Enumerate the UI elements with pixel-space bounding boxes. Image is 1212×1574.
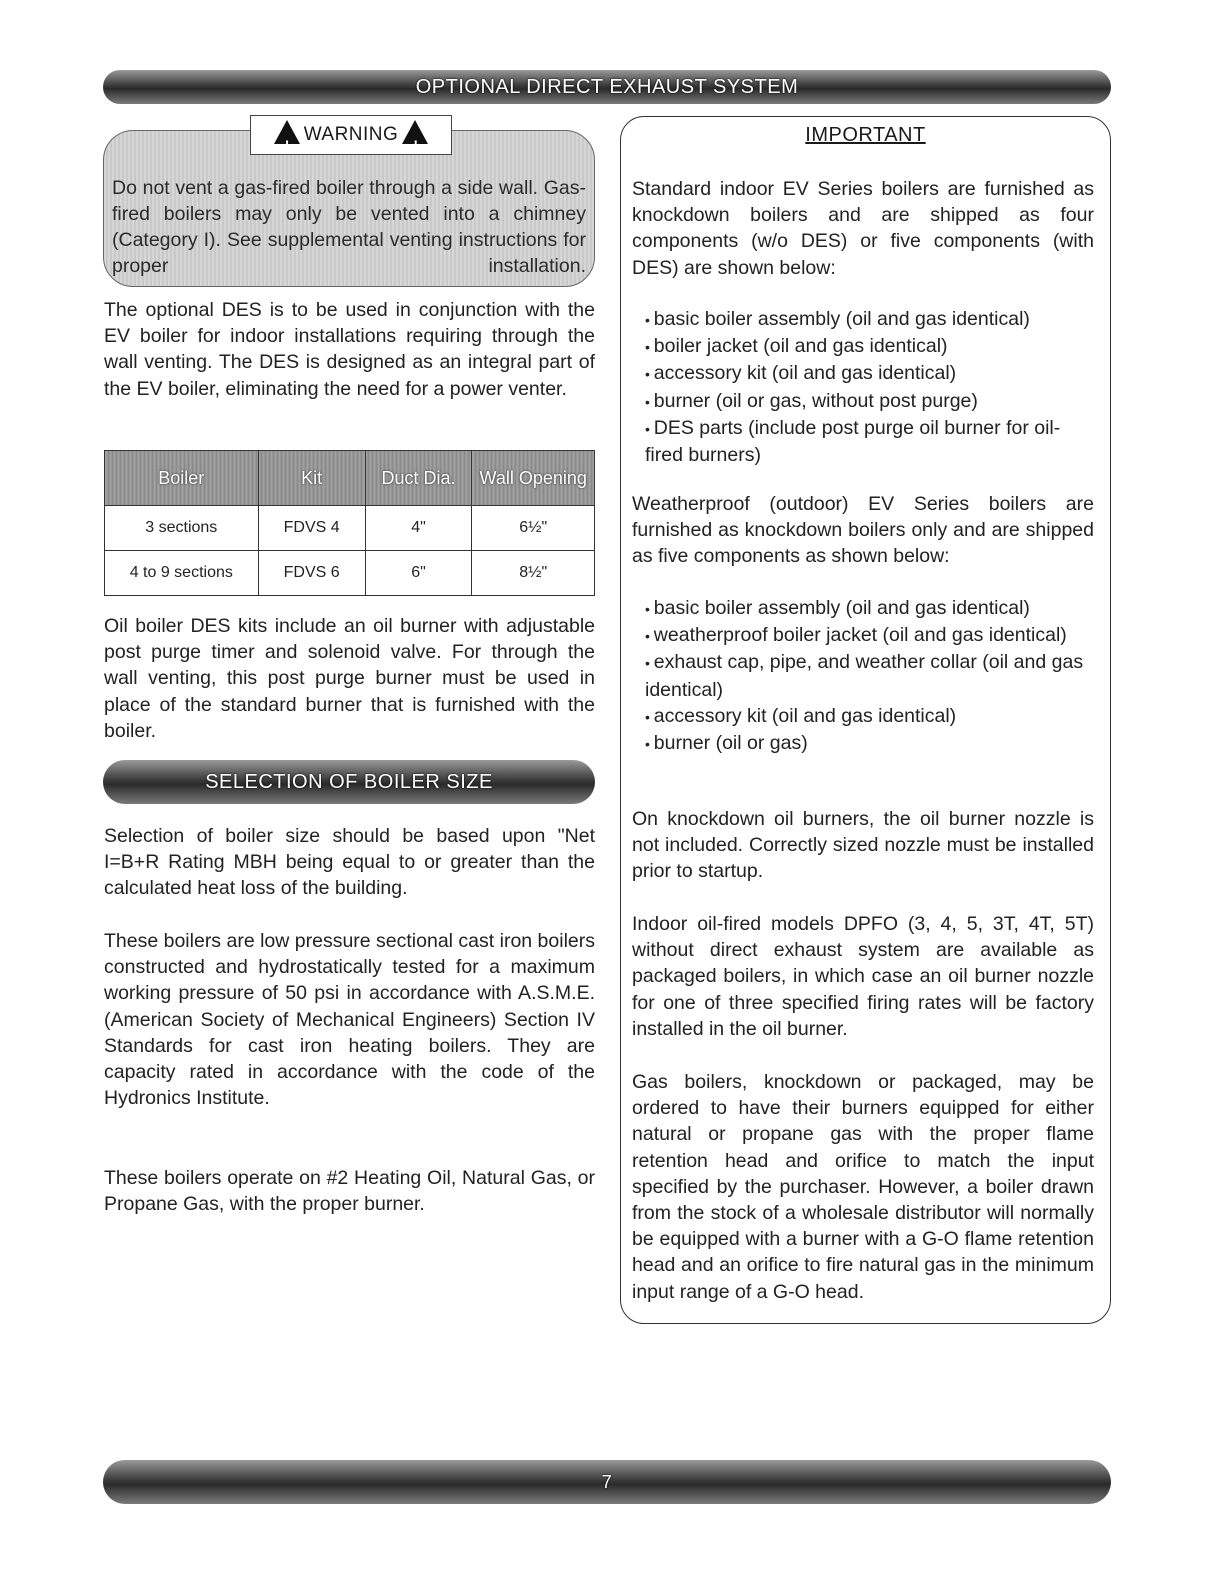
pressure-paragraph: These boilers are low pressure sectional cast iron boilers constructed and hydrostatically tested for a maximum working pressure of 50 psi in accordance with A.S.M.E. (American Society of Mechanical Engineers) Section IV Standards for cast iron heating boilers. They are capacity rated in accordance with the code of the Hydronics Institute. [104, 930, 595, 1110]
list-item: • accessory kit (oil and gas identical) [645, 360, 1085, 387]
component-list-outdoor [645, 595, 1085, 757]
list-item: • boiler jacket (oil and gas identical) [645, 333, 1085, 360]
column-header: Kit [258, 451, 365, 506]
section-banner-boiler-size [103, 760, 595, 804]
table-cell: 4 to 9 sections [105, 551, 259, 596]
important-paragraph: Gas boilers, knockdown or packaged, may be ordered to have their burners equipped for either natural or propane gas with the proper flame retention head and orifice to match the input specified by the purchaser. However, a boiler drawn from the stock of a wholesale distributor will normally be equipped with a burner with a G-O flame retention head and an orifice to fire natural gas in the minimum input range of a G-O head. [632, 1071, 1094, 1303]
selection-paragraph: Selection of boiler size should be based upon "Net I=B+R Rating MBH being equal to or greater than the calculated heat loss of the building. [104, 825, 595, 900]
important-paragraph: On knockdown oil burners, the oil burner nozzle is not included. Correctly sized nozzle must be installed prior to startup. [632, 808, 1094, 883]
list-item: • burner (oil or gas) [645, 730, 1085, 757]
component-list-indoor [645, 306, 1085, 468]
list-item: • basic boiler assembly (oil and gas identical) [645, 595, 1085, 622]
table-cell: 4" [365, 506, 472, 551]
column-header: Duct Dia. [365, 451, 472, 506]
important-title: IMPORTANT [805, 124, 926, 146]
section-title: SELECTION OF BOILER SIZE [205, 771, 493, 793]
warning-text: Do not vent a gas-fired boiler through a side wall. Gas-fired boilers may only be vented into a chimney (Category I). See supplemental venting instructions for proper installation. [112, 177, 586, 277]
important-paragraph: Standard indoor EV Series boilers are furnished as knockdown boilers and are shipped as four components (w/o DES) or five components (with DES) are shown below: [632, 178, 1094, 279]
table-cell: FDVS 4 [258, 506, 365, 551]
list-item: • basic boiler assembly (oil and gas identical) [645, 306, 1085, 333]
fuel-paragraph: These boilers operate on #2 Heating Oil, Natural Gas, or Propane Gas, with the proper burner. [104, 1167, 595, 1216]
list-item: • burner (oil or gas, without post purge) [645, 388, 1085, 415]
oil-kit-paragraph: Oil boiler DES kits include an oil burner with adjustable post purge timer and solenoid valve. For through the wall venting, this post purge burner must be used in place of the standard burner that is furnished with the boiler. [104, 615, 595, 742]
list-item: • DES parts (include post purge oil burner for oil-fired burners) [645, 415, 1085, 468]
list-item: • accessory kit (oil and gas identical) [645, 703, 1085, 730]
table-row [105, 506, 595, 551]
table-cell: FDVS 6 [258, 551, 365, 596]
section-title: OPTIONAL DIRECT EXHAUST SYSTEM [415, 76, 799, 98]
section-banner-des [103, 70, 1111, 104]
list-item: • exhaust cap, pipe, and weather collar (oil and gas identical) [645, 649, 1085, 702]
warning-label-text: WARNING [303, 124, 399, 145]
des-kit-table [104, 450, 595, 596]
table-cell: 3 sections [105, 506, 259, 551]
page-footer [103, 1460, 1111, 1504]
important-paragraph: Indoor oil-fired models DPFO (3, 4, 5, 3T, 4T, 5T) without direct exhaust system are available as packaged boilers, in which case an oil burner nozzle for one of three specified firing rates will be factory installed in the oil burner. [632, 913, 1094, 1040]
table-cell: 6½" [472, 506, 595, 551]
column-header: Boiler [105, 451, 259, 506]
warning-label [250, 115, 452, 155]
page-number: 7 [601, 1472, 613, 1492]
warning-triangle-icon: ! [274, 120, 300, 144]
warning-triangle-icon: ! [402, 120, 428, 144]
table-cell: 6" [365, 551, 472, 596]
important-paragraph: Weatherproof (outdoor) EV Series boilers are furnished as knockdown boilers only and are shipped as five components as shown below: [632, 493, 1094, 568]
table-cell: 8½" [472, 551, 595, 596]
table-header-row [105, 451, 595, 506]
table-row [105, 551, 595, 596]
column-header: Wall Opening [472, 451, 595, 506]
list-item: • weatherproof boiler jacket (oil and gas identical) [645, 622, 1085, 649]
des-intro-paragraph: The optional DES is to be used in conjunction with the EV boiler for indoor installations requiring through the wall venting. The DES is designed as an integral part of the EV boiler, eliminating the need for a power venter. [104, 299, 595, 400]
